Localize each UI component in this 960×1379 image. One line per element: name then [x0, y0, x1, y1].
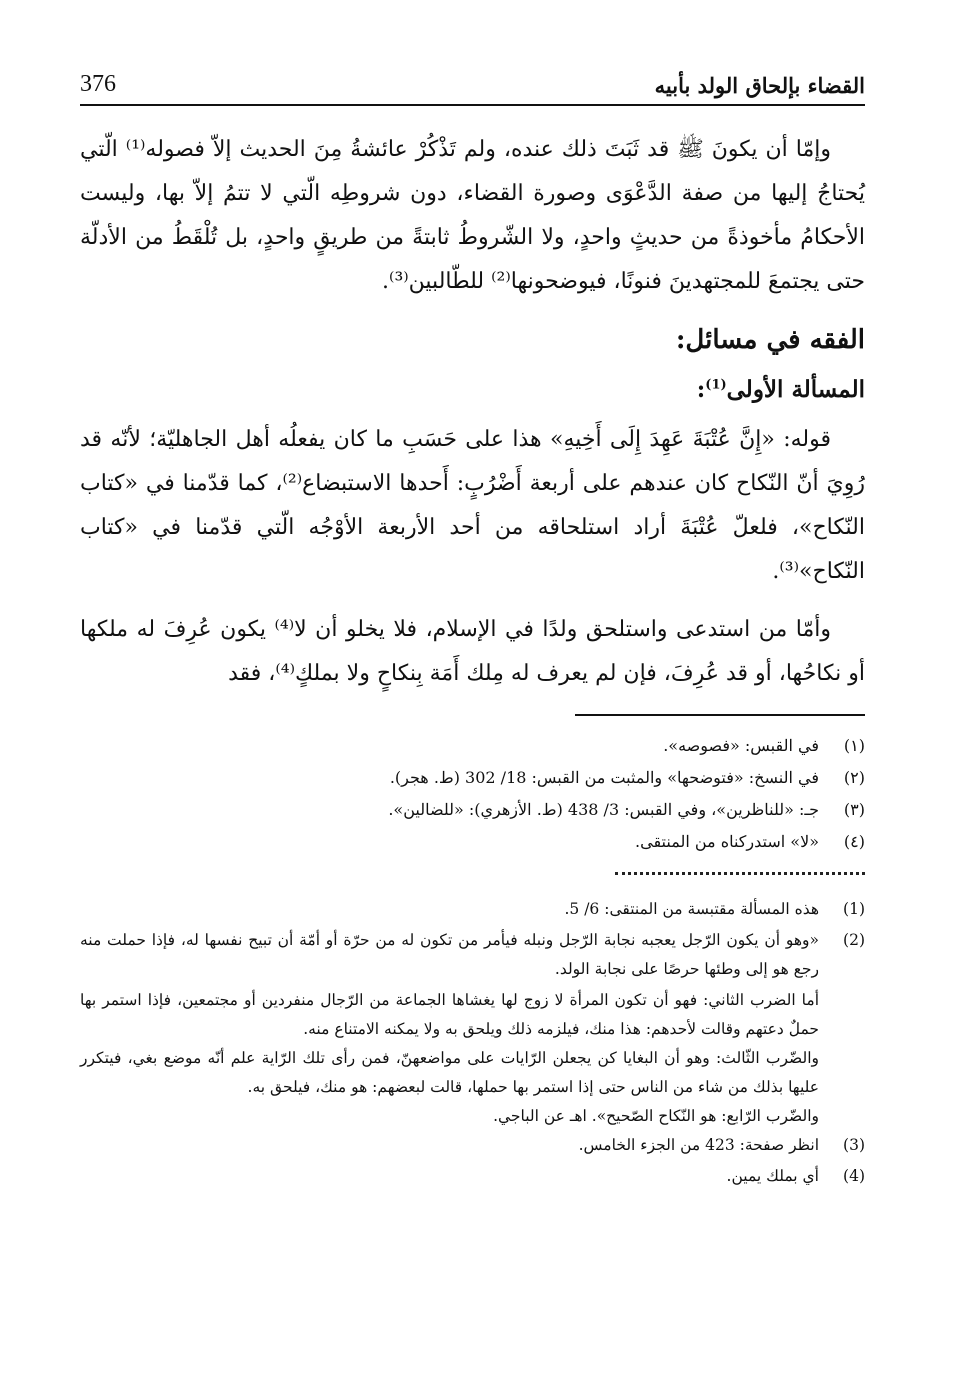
footnote-number: (4)	[843, 1167, 865, 1185]
footnote-text: «لا» استدركناه من المنتقى.	[635, 832, 819, 851]
footnote-item	[80, 762, 865, 794]
footnote-item	[80, 926, 865, 984]
footnote-item	[80, 895, 865, 924]
footnote-text: في القبس: «فصوصه».	[663, 736, 819, 755]
paragraph-1: وإمّا أن يكونَ ﷺ قد ثَبَتَ ذلك عنده، ولم تَذْكُرْ عائشةُ مِنَ الحديث إلاّ فصوله⁽¹⁾ الّتي يُحتاجُ إليها من صفة الدَّعْوَى وصورة القضاء، دون شروطِه الّتي لا تتمُ إلاّ بها، وليست الأحكامُ مأخوذةً من حديثٍ واحدٍ، ولا الشّروطُ ثابتةً من طريقٍ واحدٍ، بل تُلْقَطُ من الأدلّة حتى يجتمعَ للمجتهدينَ فنونًا، فيوضحونها⁽²⁾ للطّالبين⁽³⁾.	[80, 137, 865, 294]
footnote-text: أي بملك يمين.	[726, 1167, 819, 1185]
footnote-item	[80, 826, 865, 858]
footnote-item	[80, 1162, 865, 1191]
footnotes-bottom	[80, 895, 865, 1191]
footnote-item	[80, 1131, 865, 1160]
subsection-heading-note: (1)	[705, 377, 727, 393]
page-number: 376	[80, 71, 116, 97]
header-title: القضاء بإلحاق الولد بأبيه	[654, 73, 865, 98]
section-heading: الفقه في مسائل:	[675, 325, 865, 355]
footnote-item	[80, 730, 865, 762]
subsection-heading-text: المسألة الأولى	[726, 376, 865, 403]
footnote-number: (٢)	[843, 768, 865, 787]
footnote-number: (٣)	[843, 800, 865, 819]
footnote-text: جـ: «للناظرين»، وفي القبس: 3/ 438 (ط. الأزهري): «للضالين».	[388, 800, 819, 819]
running-header	[80, 58, 865, 106]
footnote-item	[80, 794, 865, 826]
paragraph-3: وأمّا من استدعى واستلحق ولدًا في الإسلام، فلا يخلو أن لا⁽⁴⁾ يكون عُرِفَ له ملكها أو نكاحُها، أو قد عُرِفَ، فإن لم يعرف له مِلك أَمَة بِنكاحٍ ولا بملكٍ⁽⁴⁾، فقد	[80, 617, 865, 686]
footnote-text: «وهو أن يكون الرّجل يعجبه نجابة الرّجل ونبله فيأمر من تكون له من حرّة أو أمّة أن تبيح نفسها له، فإذا حملت منه رجع هو إلى وطئها حرصًا على نجابة الولد.	[80, 931, 819, 978]
footnote-number: (٤)	[843, 832, 865, 851]
footnote-separator	[575, 714, 865, 716]
dotted-separator	[615, 872, 865, 875]
footnote-number: (١)	[843, 736, 865, 755]
footnote-paragraph: والضّرب الرّابع: هو النّكاح الصّحيح». اهـ عن الباجي.	[493, 1107, 819, 1125]
footnote-number: (2)	[843, 931, 865, 949]
footnote-text: انظر صفحة: 423 من الجزء الخامس.	[578, 1136, 819, 1154]
subsection-heading: المسألة الأولى$^{(1)}$:	[696, 376, 865, 403]
footnote-paragraph: أما الضرب الثاني: فهو أن تكون المرأة لا زوج لها يغشاها الجماعة من الرّجال منفردين أو مجتمعين، فإذا استمر بها حملٌ دعتهم وقالت لأحدهم: هذا منك، فيلزمه ذلك ويلحق به ولا يمكنه الامتناع منه.	[80, 991, 819, 1038]
footnote-text: هذه المسألة مقتبسة من المنتقى: 6/ 5.	[564, 900, 819, 918]
main-text	[80, 128, 865, 696]
footnotes-top	[80, 730, 865, 858]
footnote-paragraph: والضّرب الثّالث: وهو أن البغايا كن يجعلن الرّايات على مواضعهنّ، فمن رأى تلك الرّاية علم أنّه موضع بغي، فيتكرر عليها بذلك من شاء من الناس حتى إذا استمر بها حملها، قالت لبعضهم: هو منك، فيلحق به.	[80, 1049, 819, 1096]
paragraph-2: قوله: «إِنَّ عُتْبَةَ عَهِدَ إِلَى أَخِيهِ» هذا على حَسَبِ ما كان يفعلُه أهل الجاهليّة؛ لأنّه قد رُوِيَ أنّ النّكاح كان عندهم على أربعة أَضْرُبٍ: أَحدها الاستبضاع⁽²⁾، كما قدّمنا في «كتاب النّكاح»، فلعلّ عُتْبَةَ أراد استلحاقه من أحد الأربعة الأوْجُه الّتي قدّمنا في «كتاب النّكاح»⁽³⁾.	[80, 427, 865, 584]
footnote-number: (1)	[843, 900, 865, 918]
footnote-text: في النسخ: «فتوضحها» والمثبت من القبس: 18/ 302 (ط. هجر).	[389, 768, 819, 787]
footnote-number: (3)	[843, 1136, 865, 1154]
page	[80, 58, 865, 1193]
